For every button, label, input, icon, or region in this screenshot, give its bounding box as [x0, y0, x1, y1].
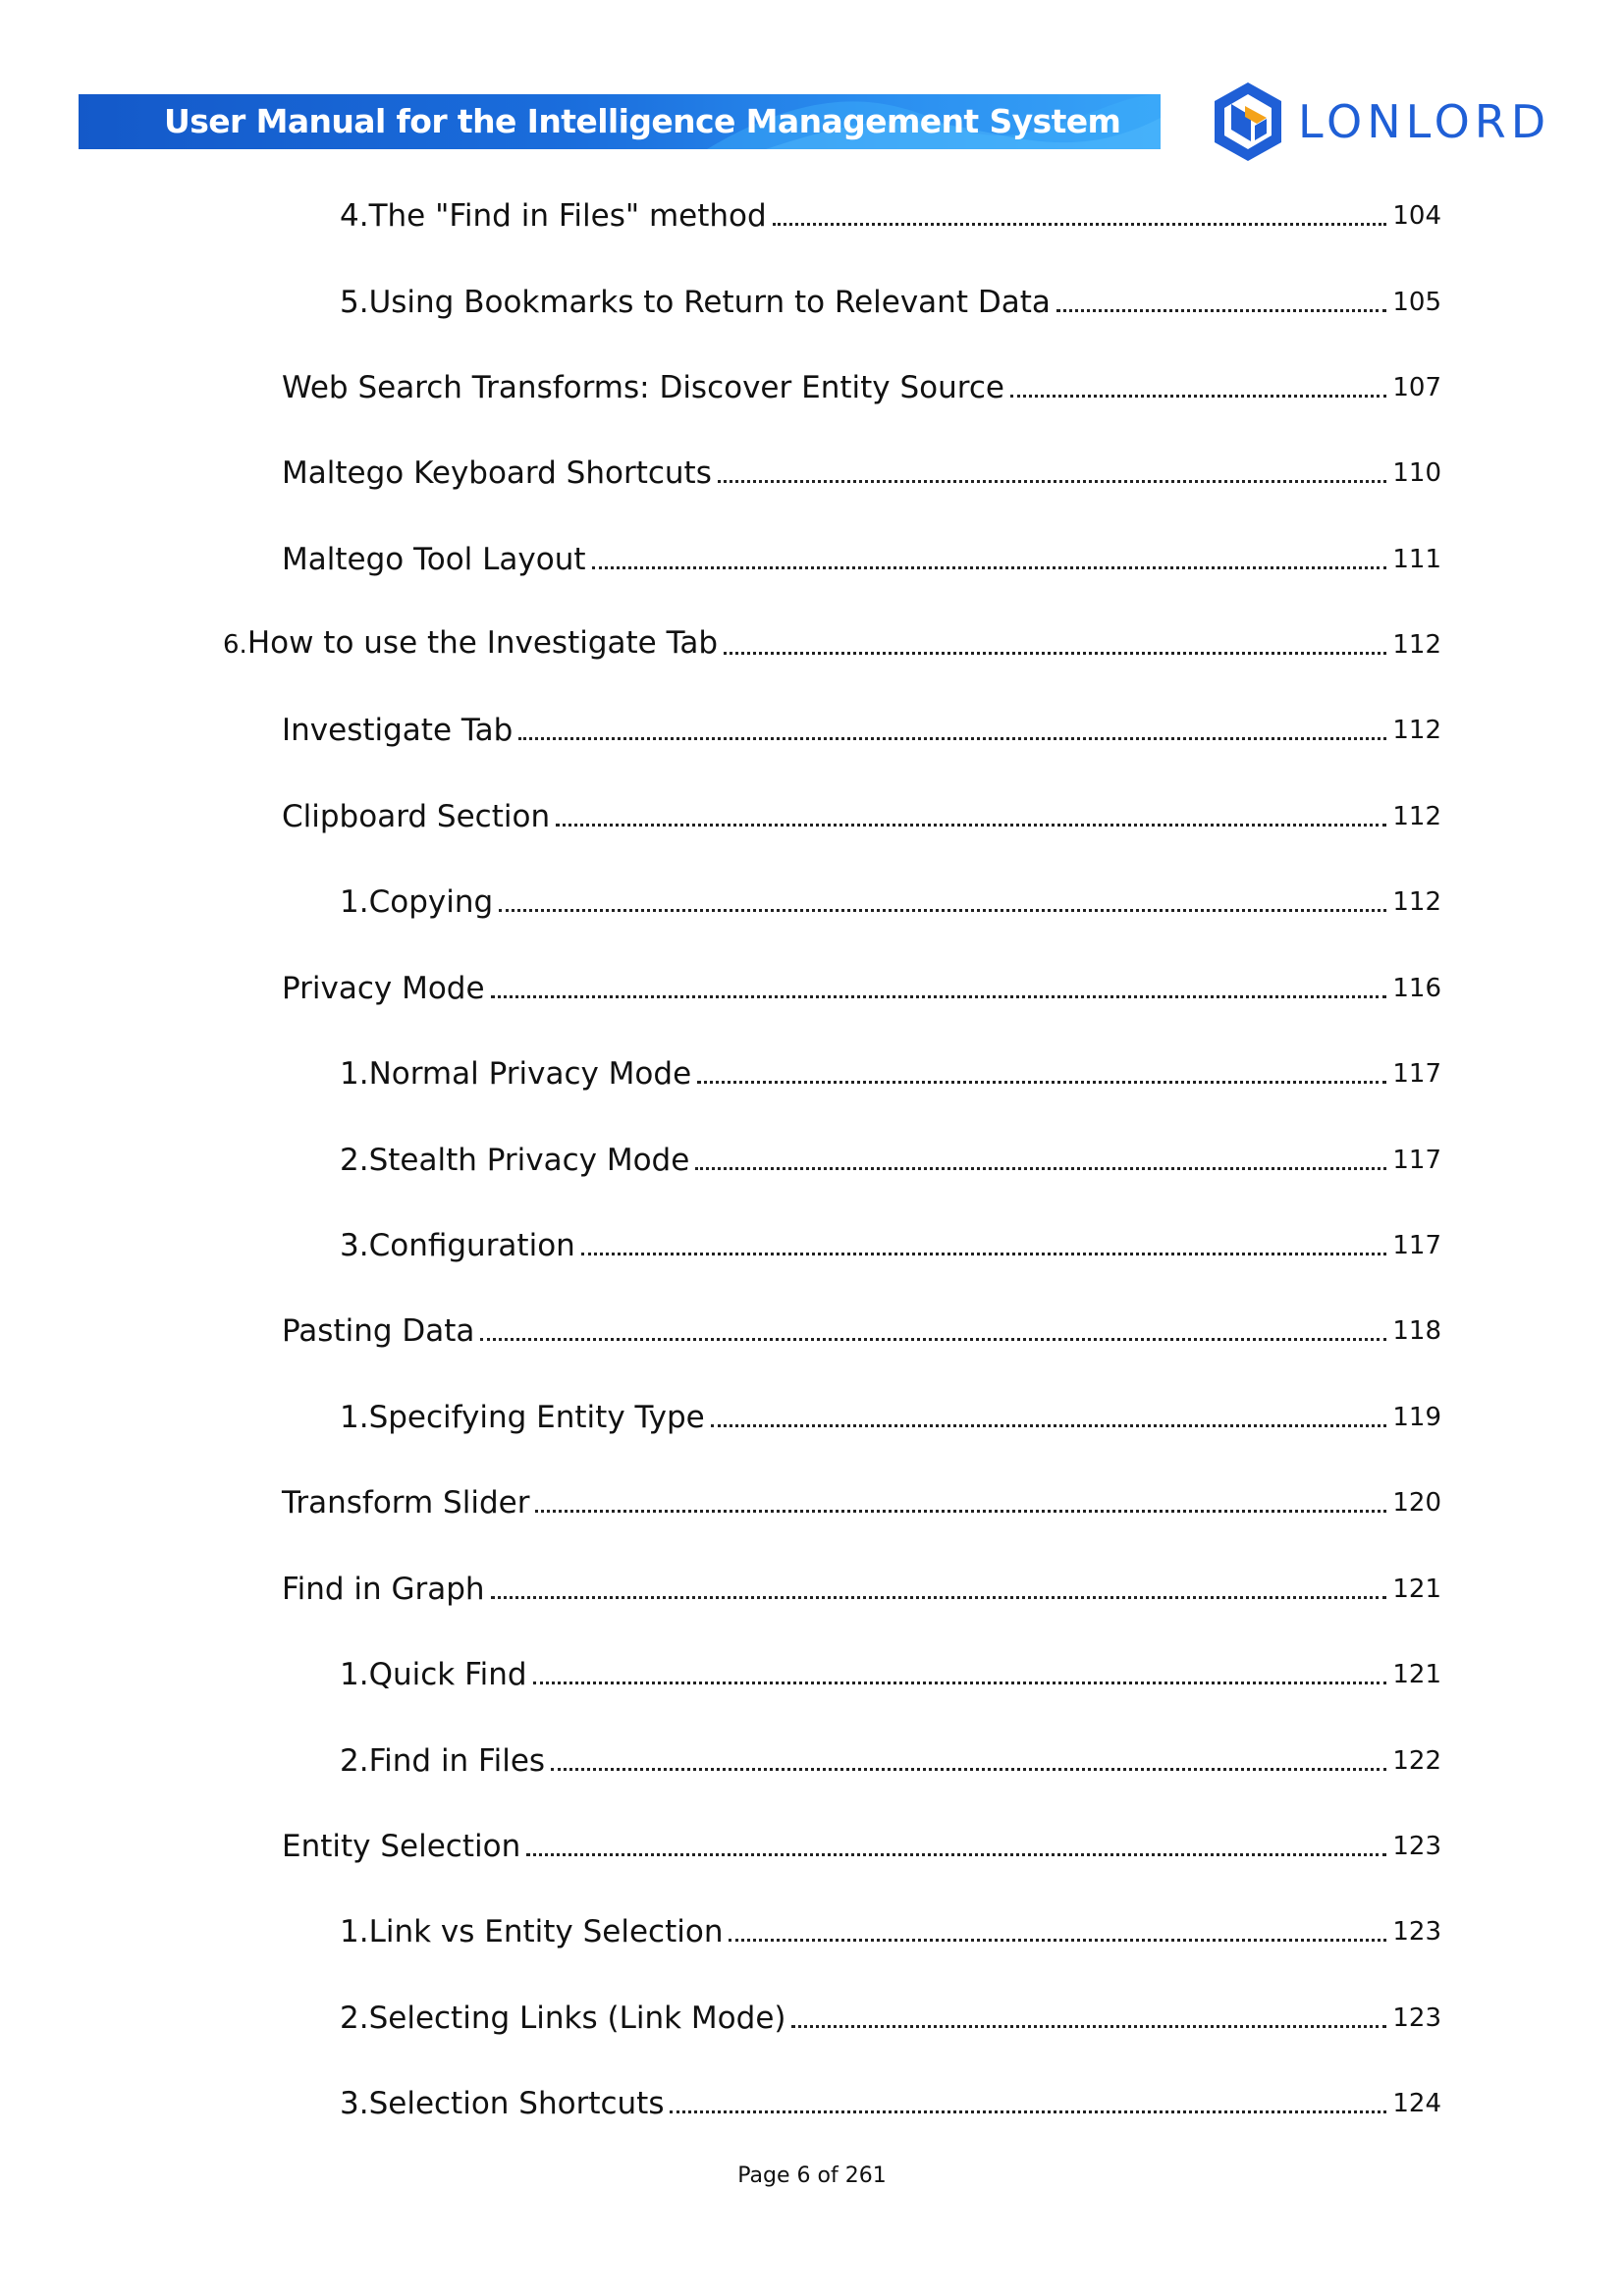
dot-leader [556, 824, 1386, 827]
toc-entry-page: 112 [1392, 716, 1441, 745]
dot-leader [773, 223, 1387, 226]
toc-entry[interactable] [282, 364, 1441, 407]
chapter-number: 6. [223, 630, 247, 660]
toc-entry-page: 116 [1392, 974, 1441, 1003]
toc-entry[interactable] [282, 536, 1441, 579]
toc-entry-page: 123 [1392, 1917, 1441, 1947]
toc-entry[interactable] [282, 1308, 1441, 1351]
dot-leader [670, 2110, 1386, 2113]
toc-entry-title: Entity Selection [282, 1829, 521, 1864]
dot-leader [526, 1853, 1386, 1856]
toc-entry[interactable] [340, 2080, 1441, 2123]
toc-entry-title: 2.Find in Files [340, 1743, 546, 1779]
toc-entry-page: 121 [1392, 1660, 1441, 1689]
toc-entry-page: 105 [1392, 288, 1441, 317]
toc-entry-title: Privacy Mode [282, 971, 485, 1006]
dot-leader [533, 1682, 1387, 1684]
toc-entry-page: 112 [1392, 630, 1441, 660]
toc-entry[interactable] [340, 1222, 1441, 1265]
toc-entry-page: 110 [1392, 458, 1441, 488]
toc-entry-page: 112 [1392, 802, 1441, 831]
toc-entry-page: 124 [1392, 2089, 1441, 2118]
dot-leader [1056, 309, 1387, 312]
toc-entry-page: 104 [1392, 201, 1441, 231]
toc-entry[interactable] [340, 1908, 1441, 1951]
toc-entry-page: 117 [1392, 1059, 1441, 1089]
dot-leader [480, 1338, 1386, 1341]
dot-leader [581, 1253, 1387, 1255]
dot-leader [724, 652, 1386, 655]
toc-entry-page: 123 [1392, 2003, 1441, 2033]
toc-entry-page: 107 [1392, 373, 1441, 402]
toc-entry-title: Maltego Tool Layout [282, 542, 586, 577]
toc-entry[interactable] [340, 1137, 1441, 1180]
toc-entry[interactable] [282, 450, 1441, 493]
toc-entry[interactable] [340, 192, 1441, 236]
toc-entry-title: 1.Link vs Entity Selection [340, 1914, 724, 1949]
toc-entry-title: Clipboard Section [282, 799, 551, 834]
toc-entry-page: 111 [1392, 545, 1441, 574]
dot-leader [491, 1596, 1387, 1599]
header-title: User Manual for the Intelligence Management System [164, 102, 1121, 140]
toc-entry[interactable] [282, 1823, 1441, 1866]
toc-entry[interactable] [340, 279, 1441, 322]
toc-entry-title: 2.Stealth Privacy Mode [340, 1143, 690, 1178]
toc-entry-title: 4.The "Find in Files" method [340, 198, 767, 234]
dot-leader [518, 737, 1386, 740]
toc-entry[interactable] [282, 1479, 1441, 1522]
toc-entry-page: 123 [1392, 1832, 1441, 1861]
page-number-footer: Page 6 of 261 [737, 2163, 887, 2188]
toc-entry[interactable] [282, 793, 1441, 836]
toc-entry[interactable] [340, 1651, 1441, 1694]
toc-entry-page: 120 [1392, 1488, 1441, 1518]
toc-entry[interactable] [340, 879, 1441, 922]
toc-entry-page: 118 [1392, 1316, 1441, 1346]
toc-entry-title [223, 623, 718, 665]
toc-entry[interactable] [282, 707, 1441, 750]
toc-entry-title: 5.Using Bookmarks to Return to Relevant Data [340, 285, 1051, 320]
dot-leader [551, 1768, 1386, 1771]
chapter-title: How to use the Investigate Tab [246, 625, 719, 661]
toc-entry[interactable] [282, 1566, 1441, 1609]
toc-entry-page: 122 [1392, 1746, 1441, 1776]
toc-entry-chapter[interactable] [223, 621, 1441, 665]
toc-entry-title: 3.Configuration [340, 1228, 575, 1263]
toc-entry[interactable] [340, 1737, 1441, 1781]
toc-entry-title: 1.Copying [340, 884, 494, 920]
toc-entry-title: Pasting Data [282, 1313, 475, 1349]
toc-entry-title: 1.Quick Find [340, 1657, 527, 1692]
toc-entry[interactable] [282, 965, 1441, 1008]
logo-wordmark: LONLORD [1298, 95, 1551, 148]
toc-entry-page: 117 [1392, 1146, 1441, 1175]
dot-leader [729, 1939, 1386, 1942]
toc-entry-page: 121 [1392, 1575, 1441, 1604]
toc-entry-page: 119 [1392, 1403, 1441, 1432]
toc-entry-title: 1.Specifying Entity Type [340, 1400, 705, 1435]
toc-entry-page: 112 [1392, 887, 1441, 917]
dot-leader [695, 1167, 1386, 1170]
toc-entry-title: 1.Normal Privacy Mode [340, 1056, 692, 1092]
dot-leader [791, 2025, 1386, 2028]
dot-leader [697, 1081, 1386, 1084]
dot-leader [491, 995, 1387, 998]
toc-entry-title: Transform Slider [282, 1485, 530, 1521]
dot-leader [592, 566, 1387, 569]
toc-entry[interactable] [340, 1050, 1441, 1094]
toc-entry-page: 117 [1392, 1231, 1441, 1260]
dot-leader [499, 909, 1386, 912]
dot-leader [1010, 395, 1386, 398]
toc-entry[interactable] [340, 1394, 1441, 1437]
dot-leader [718, 480, 1387, 483]
toc-entry-title: Maltego Keyboard Shortcuts [282, 455, 712, 491]
toc-entry-title: Web Search Transforms: Discover Entity Source [282, 370, 1004, 405]
toc-entry-title: Find in Graph [282, 1572, 485, 1607]
dot-leader [711, 1424, 1387, 1427]
toc-entry[interactable] [340, 1995, 1441, 2038]
toc-entry-title: Investigate Tab [282, 713, 514, 748]
toc-entry-title: 2.Selecting Links (Link Mode) [340, 2001, 786, 2036]
dot-leader [535, 1510, 1386, 1513]
toc-entry-title: 3.Selection Shortcuts [340, 2086, 665, 2121]
